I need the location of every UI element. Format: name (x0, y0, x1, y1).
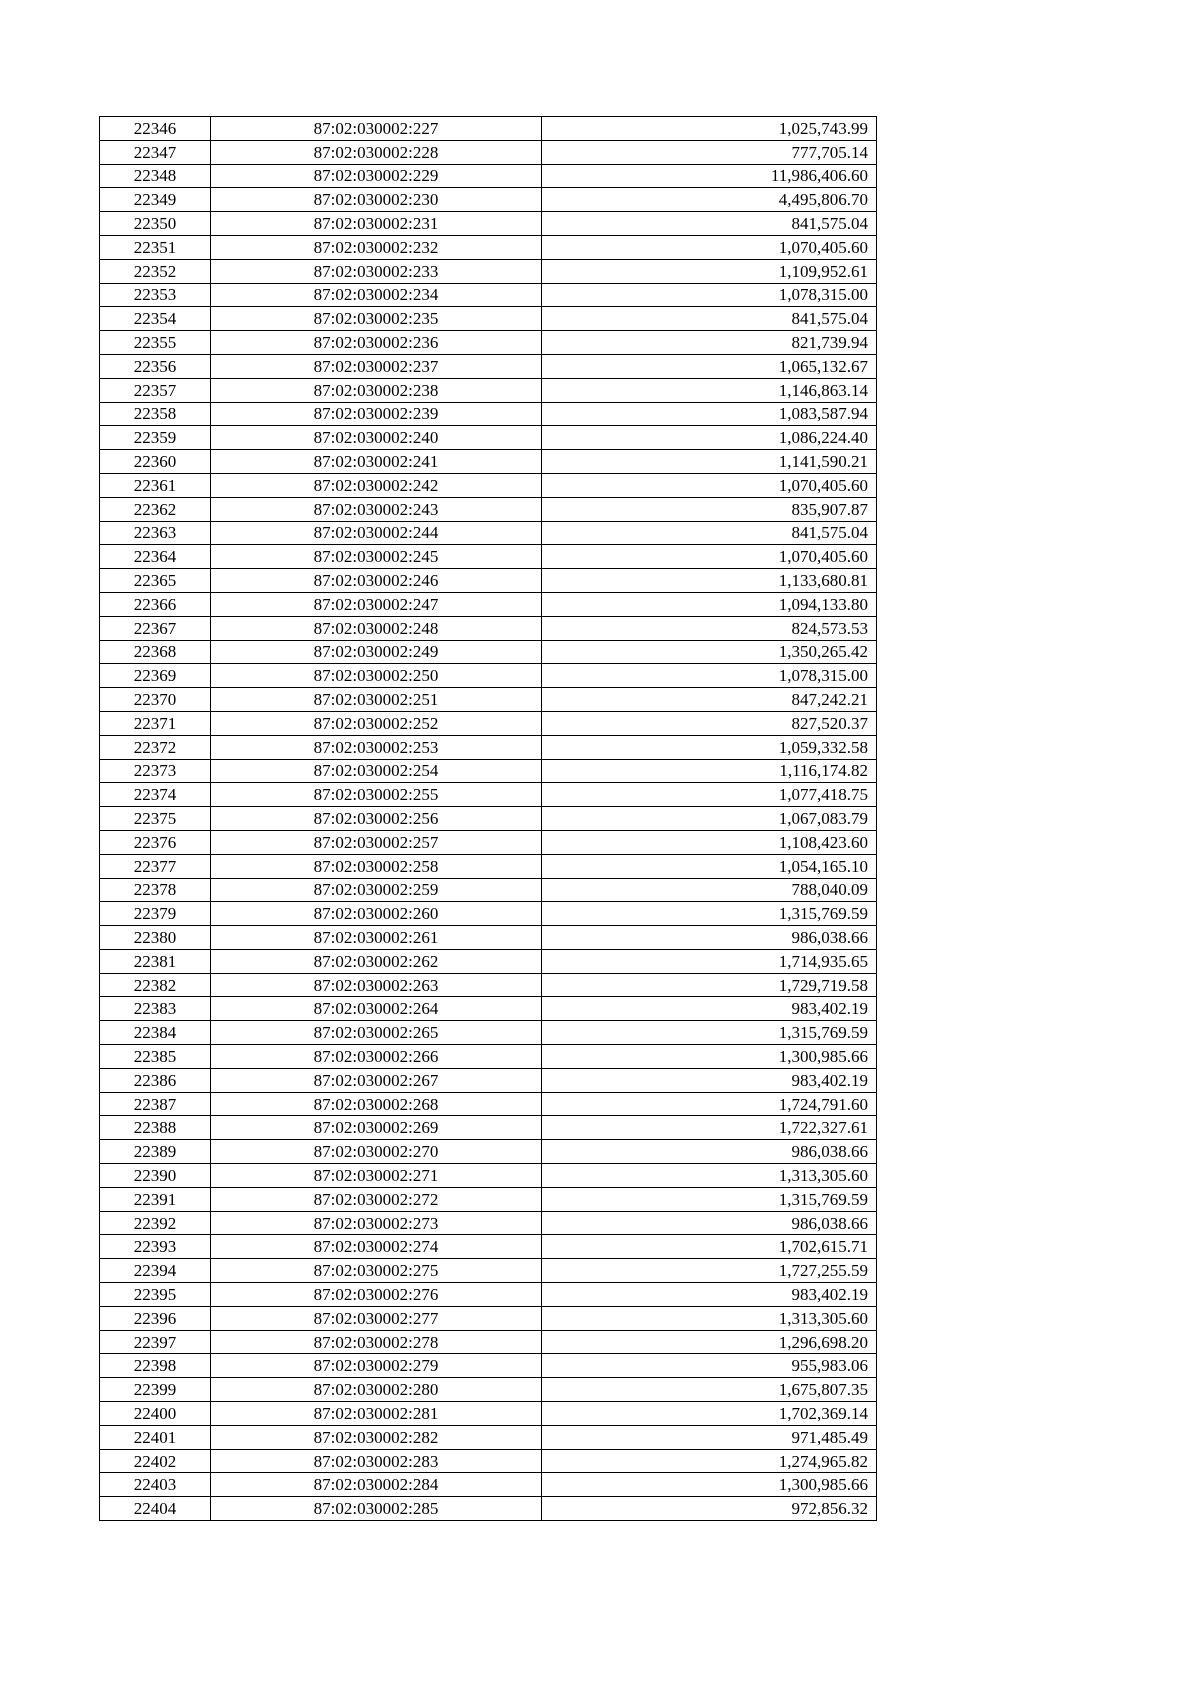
table-row (100, 1068, 877, 1092)
cadastral-number-cell: 87:02:030002:258 (211, 854, 542, 878)
cadastral-value-cell: 1,077,418.75 (542, 783, 877, 807)
cadastral-number-cell: 87:02:030002:248 (211, 616, 542, 640)
row-number-cell: 22361 (100, 473, 211, 497)
table-row (100, 1425, 877, 1449)
cadastral-number-cell: 87:02:030002:283 (211, 1449, 542, 1473)
cadastral-value-cell: 1,315,769.59 (542, 902, 877, 926)
table-row (100, 1283, 877, 1307)
cadastral-value-cell: 1,146,863.14 (542, 378, 877, 402)
row-number-cell: 22356 (100, 354, 211, 378)
row-number-cell: 22366 (100, 592, 211, 616)
cadastral-value-cell: 1,675,807.35 (542, 1378, 877, 1402)
cadastral-value-cell: 841,575.04 (542, 521, 877, 545)
table-row (100, 640, 877, 664)
table-row (100, 878, 877, 902)
cadastral-number-cell: 87:02:030002:262 (211, 949, 542, 973)
cadastral-value-cell: 1,300,985.66 (542, 1473, 877, 1497)
cadastral-value-cell: 1,141,590.21 (542, 450, 877, 474)
cadastral-value-cell: 1,078,315.00 (542, 283, 877, 307)
cadastral-number-cell: 87:02:030002:275 (211, 1259, 542, 1283)
cadastral-value-cell: 841,575.04 (542, 212, 877, 236)
table-row (100, 164, 877, 188)
cadastral-number-cell: 87:02:030002:280 (211, 1378, 542, 1402)
table-row (100, 949, 877, 973)
cadastral-number-cell: 87:02:030002:234 (211, 283, 542, 307)
cadastral-value-cell: 1,722,327.61 (542, 1116, 877, 1140)
cadastral-number-cell: 87:02:030002:266 (211, 1045, 542, 1069)
cadastral-number-cell: 87:02:030002:274 (211, 1235, 542, 1259)
row-number-cell: 22404 (100, 1497, 211, 1521)
cadastral-value-cell: 1,070,405.60 (542, 545, 877, 569)
cadastral-number-cell: 87:02:030002:228 (211, 140, 542, 164)
cadastral-value-cell: 1,727,255.59 (542, 1259, 877, 1283)
row-number-cell: 22376 (100, 830, 211, 854)
table-row (100, 117, 877, 141)
row-number-cell: 22369 (100, 664, 211, 688)
cadastral-number-cell: 87:02:030002:230 (211, 188, 542, 212)
table-row (100, 688, 877, 712)
cadastral-value-cell: 1,070,405.60 (542, 235, 877, 259)
cadastral-number-cell: 87:02:030002:267 (211, 1068, 542, 1092)
table-row (100, 1378, 877, 1402)
table-row (100, 1306, 877, 1330)
row-number-cell: 22350 (100, 212, 211, 236)
cadastral-value-cell: 1,133,680.81 (542, 569, 877, 593)
row-number-cell: 22371 (100, 711, 211, 735)
table-row (100, 188, 877, 212)
cadastral-value-cell: 1,296,698.20 (542, 1330, 877, 1354)
row-number-cell: 22363 (100, 521, 211, 545)
cadastral-value-cell: 1,067,083.79 (542, 807, 877, 831)
row-number-cell: 22347 (100, 140, 211, 164)
row-number-cell: 22352 (100, 259, 211, 283)
row-number-cell: 22381 (100, 949, 211, 973)
cadastral-number-cell: 87:02:030002:272 (211, 1187, 542, 1211)
table-row (100, 473, 877, 497)
table-row (100, 1235, 877, 1259)
row-number-cell: 22377 (100, 854, 211, 878)
cadastral-number-cell: 87:02:030002:250 (211, 664, 542, 688)
row-number-cell: 22367 (100, 616, 211, 640)
cadastral-value-cell: 1,078,315.00 (542, 664, 877, 688)
cadastral-value-cell: 824,573.53 (542, 616, 877, 640)
table-row (100, 1259, 877, 1283)
table-row (100, 1116, 877, 1140)
row-number-cell: 22355 (100, 331, 211, 355)
row-number-cell: 22386 (100, 1068, 211, 1092)
cadastral-number-cell: 87:02:030002:249 (211, 640, 542, 664)
cadastral-number-cell: 87:02:030002:261 (211, 926, 542, 950)
cadastral-value-cell: 1,108,423.60 (542, 830, 877, 854)
cadastral-value-cell: 11,986,406.60 (542, 164, 877, 188)
cadastral-number-cell: 87:02:030002:235 (211, 307, 542, 331)
table-row (100, 1473, 877, 1497)
cadastral-value-cell: 983,402.19 (542, 1068, 877, 1092)
cadastral-number-cell: 87:02:030002:253 (211, 735, 542, 759)
row-number-cell: 22387 (100, 1092, 211, 1116)
cadastral-number-cell: 87:02:030002:281 (211, 1402, 542, 1426)
cadastral-number-cell: 87:02:030002:265 (211, 1021, 542, 1045)
table-row (100, 1092, 877, 1116)
cadastral-number-cell: 87:02:030002:285 (211, 1497, 542, 1521)
row-number-cell: 22346 (100, 117, 211, 141)
row-number-cell: 22401 (100, 1425, 211, 1449)
table-row (100, 830, 877, 854)
row-number-cell: 22391 (100, 1187, 211, 1211)
cadastral-value-table (99, 116, 877, 1521)
cadastral-value-cell: 1,702,615.71 (542, 1235, 877, 1259)
row-number-cell: 22380 (100, 926, 211, 950)
cadastral-number-cell: 87:02:030002:233 (211, 259, 542, 283)
cadastral-number-cell: 87:02:030002:243 (211, 497, 542, 521)
table-row (100, 140, 877, 164)
table-row (100, 569, 877, 593)
row-number-cell: 22383 (100, 997, 211, 1021)
cadastral-value-cell: 1,724,791.60 (542, 1092, 877, 1116)
cadastral-number-cell: 87:02:030002:279 (211, 1354, 542, 1378)
table-row (100, 1402, 877, 1426)
row-number-cell: 22348 (100, 164, 211, 188)
cadastral-value-cell: 1,300,985.66 (542, 1045, 877, 1069)
cadastral-number-cell: 87:02:030002:242 (211, 473, 542, 497)
cadastral-number-cell: 87:02:030002:269 (211, 1116, 542, 1140)
cadastral-number-cell: 87:02:030002:260 (211, 902, 542, 926)
cadastral-value-cell: 1,059,332.58 (542, 735, 877, 759)
table-row (100, 759, 877, 783)
row-number-cell: 22370 (100, 688, 211, 712)
table-row (100, 426, 877, 450)
table-row (100, 450, 877, 474)
row-number-cell: 22372 (100, 735, 211, 759)
row-number-cell: 22384 (100, 1021, 211, 1045)
table-row (100, 378, 877, 402)
table-row (100, 497, 877, 521)
row-number-cell: 22374 (100, 783, 211, 807)
row-number-cell: 22379 (100, 902, 211, 926)
cadastral-number-cell: 87:02:030002:264 (211, 997, 542, 1021)
cadastral-number-cell: 87:02:030002:237 (211, 354, 542, 378)
table-row (100, 926, 877, 950)
table-row (100, 1497, 877, 1521)
cadastral-value-cell: 972,856.32 (542, 1497, 877, 1521)
cadastral-number-cell: 87:02:030002:229 (211, 164, 542, 188)
cadastral-number-cell: 87:02:030002:282 (211, 1425, 542, 1449)
row-number-cell: 22393 (100, 1235, 211, 1259)
row-number-cell: 22394 (100, 1259, 211, 1283)
row-number-cell: 22359 (100, 426, 211, 450)
table-row (100, 997, 877, 1021)
cadastral-number-cell: 87:02:030002:257 (211, 830, 542, 854)
table-row (100, 783, 877, 807)
cadastral-value-cell: 1,054,165.10 (542, 854, 877, 878)
cadastral-value-cell: 1,714,935.65 (542, 949, 877, 973)
row-number-cell: 22368 (100, 640, 211, 664)
cadastral-number-cell: 87:02:030002:247 (211, 592, 542, 616)
cadastral-number-cell: 87:02:030002:277 (211, 1306, 542, 1330)
cadastral-value-cell: 1,702,369.14 (542, 1402, 877, 1426)
row-number-cell: 22365 (100, 569, 211, 593)
row-number-cell: 22357 (100, 378, 211, 402)
table-row (100, 735, 877, 759)
cadastral-value-cell: 827,520.37 (542, 711, 877, 735)
cadastral-value-cell: 1,109,952.61 (542, 259, 877, 283)
cadastral-number-cell: 87:02:030002:239 (211, 402, 542, 426)
row-number-cell: 22378 (100, 878, 211, 902)
table-row (100, 1354, 877, 1378)
cadastral-value-cell: 821,739.94 (542, 331, 877, 355)
table-row (100, 1021, 877, 1045)
cadastral-number-cell: 87:02:030002:254 (211, 759, 542, 783)
table-row (100, 1140, 877, 1164)
cadastral-number-cell: 87:02:030002:278 (211, 1330, 542, 1354)
row-number-cell: 22349 (100, 188, 211, 212)
table-row (100, 331, 877, 355)
cadastral-value-cell: 983,402.19 (542, 1283, 877, 1307)
cadastral-value-cell: 4,495,806.70 (542, 188, 877, 212)
row-number-cell: 22360 (100, 450, 211, 474)
cadastral-number-cell: 87:02:030002:236 (211, 331, 542, 355)
table-body (100, 117, 877, 1521)
cadastral-value-cell: 1,274,965.82 (542, 1449, 877, 1473)
table-row (100, 402, 877, 426)
table-row (100, 1164, 877, 1188)
row-number-cell: 22358 (100, 402, 211, 426)
cadastral-value-cell: 986,038.66 (542, 926, 877, 950)
cadastral-value-cell: 1,070,405.60 (542, 473, 877, 497)
cadastral-number-cell: 87:02:030002:271 (211, 1164, 542, 1188)
cadastral-value-cell: 841,575.04 (542, 307, 877, 331)
cadastral-value-cell: 847,242.21 (542, 688, 877, 712)
row-number-cell: 22392 (100, 1211, 211, 1235)
cadastral-value-cell: 1,094,133.80 (542, 592, 877, 616)
cadastral-value-cell: 1,729,719.58 (542, 973, 877, 997)
cadastral-value-cell: 971,485.49 (542, 1425, 877, 1449)
cadastral-number-cell: 87:02:030002:241 (211, 450, 542, 474)
cadastral-number-cell: 87:02:030002:255 (211, 783, 542, 807)
cadastral-value-cell: 1,086,224.40 (542, 426, 877, 450)
table-row (100, 283, 877, 307)
row-number-cell: 22402 (100, 1449, 211, 1473)
cadastral-value-cell: 835,907.87 (542, 497, 877, 521)
table-row (100, 711, 877, 735)
cadastral-number-cell: 87:02:030002:270 (211, 1140, 542, 1164)
row-number-cell: 22353 (100, 283, 211, 307)
cadastral-value-cell: 788,040.09 (542, 878, 877, 902)
table-row (100, 212, 877, 236)
table-row (100, 521, 877, 545)
table-row (100, 902, 877, 926)
cadastral-value-cell: 1,315,769.59 (542, 1021, 877, 1045)
cadastral-number-cell: 87:02:030002:268 (211, 1092, 542, 1116)
cadastral-value-cell: 986,038.66 (542, 1140, 877, 1164)
cadastral-number-cell: 87:02:030002:263 (211, 973, 542, 997)
row-number-cell: 22351 (100, 235, 211, 259)
cadastral-number-cell: 87:02:030002:284 (211, 1473, 542, 1497)
row-number-cell: 22373 (100, 759, 211, 783)
cadastral-value-cell: 1,083,587.94 (542, 402, 877, 426)
table-row (100, 235, 877, 259)
cadastral-number-cell: 87:02:030002:273 (211, 1211, 542, 1235)
row-number-cell: 22396 (100, 1306, 211, 1330)
table-row (100, 354, 877, 378)
cadastral-number-cell: 87:02:030002:259 (211, 878, 542, 902)
row-number-cell: 22364 (100, 545, 211, 569)
cadastral-value-cell: 986,038.66 (542, 1211, 877, 1235)
table-row (100, 1045, 877, 1069)
row-number-cell: 22395 (100, 1283, 211, 1307)
cadastral-value-cell: 1,065,132.67 (542, 354, 877, 378)
cadastral-number-cell: 87:02:030002:276 (211, 1283, 542, 1307)
table-row (100, 1449, 877, 1473)
cadastral-value-cell: 1,315,769.59 (542, 1187, 877, 1211)
table-row (100, 807, 877, 831)
row-number-cell: 22403 (100, 1473, 211, 1497)
row-number-cell: 22397 (100, 1330, 211, 1354)
cadastral-number-cell: 87:02:030002:252 (211, 711, 542, 735)
table-row (100, 854, 877, 878)
cadastral-number-cell: 87:02:030002:251 (211, 688, 542, 712)
row-number-cell: 22382 (100, 973, 211, 997)
cadastral-value-cell: 955,983.06 (542, 1354, 877, 1378)
cadastral-number-cell: 87:02:030002:240 (211, 426, 542, 450)
table-row (100, 973, 877, 997)
row-number-cell: 22398 (100, 1354, 211, 1378)
cadastral-number-cell: 87:02:030002:244 (211, 521, 542, 545)
row-number-cell: 22389 (100, 1140, 211, 1164)
cadastral-value-cell: 1,350,265.42 (542, 640, 877, 664)
table-row (100, 1330, 877, 1354)
cadastral-number-cell: 87:02:030002:227 (211, 117, 542, 141)
table-row (100, 616, 877, 640)
cadastral-number-cell: 87:02:030002:256 (211, 807, 542, 831)
row-number-cell: 22362 (100, 497, 211, 521)
row-number-cell: 22375 (100, 807, 211, 831)
cadastral-number-cell: 87:02:030002:238 (211, 378, 542, 402)
row-number-cell: 22388 (100, 1116, 211, 1140)
table-row (100, 259, 877, 283)
table-row (100, 1187, 877, 1211)
cadastral-value-cell: 1,116,174.82 (542, 759, 877, 783)
cadastral-value-cell: 777,705.14 (542, 140, 877, 164)
cadastral-value-cell: 1,313,305.60 (542, 1306, 877, 1330)
cadastral-number-cell: 87:02:030002:231 (211, 212, 542, 236)
row-number-cell: 22354 (100, 307, 211, 331)
cadastral-number-cell: 87:02:030002:232 (211, 235, 542, 259)
table-row (100, 307, 877, 331)
cadastral-number-cell: 87:02:030002:245 (211, 545, 542, 569)
cadastral-value-cell: 983,402.19 (542, 997, 877, 1021)
table-row (100, 592, 877, 616)
table-row (100, 664, 877, 688)
table-row (100, 545, 877, 569)
row-number-cell: 22390 (100, 1164, 211, 1188)
row-number-cell: 22399 (100, 1378, 211, 1402)
row-number-cell: 22400 (100, 1402, 211, 1426)
cadastral-value-cell: 1,313,305.60 (542, 1164, 877, 1188)
row-number-cell: 22385 (100, 1045, 211, 1069)
cadastral-number-cell: 87:02:030002:246 (211, 569, 542, 593)
cadastral-value-cell: 1,025,743.99 (542, 117, 877, 141)
table-row (100, 1211, 877, 1235)
